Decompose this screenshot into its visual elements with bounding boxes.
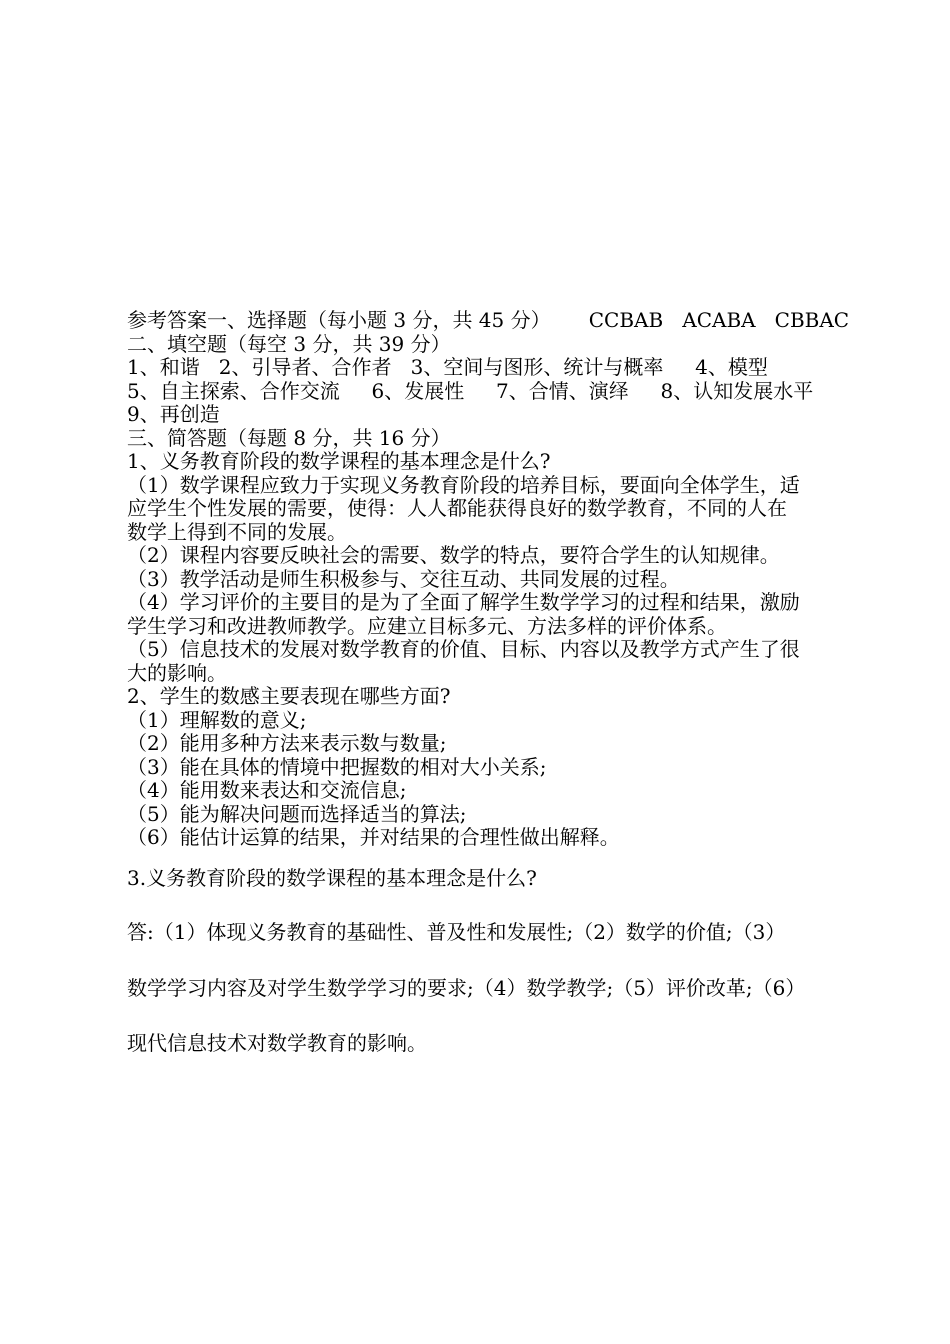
question-1-answer-line: 应学生个性发展的需要，使得：人人都能获得良好的数学教育，不同的人在 <box>127 496 787 520</box>
question-2-answer-line: （3）能在具体的情境中把握数的相对大小关系; <box>127 754 547 779</box>
question-1-answer-line: （5）信息技术的发展对数学教育的价值、目标、内容以及教学方式产生了很 <box>127 637 800 661</box>
question-2-answer-line: （2）能用多种方法来表示数与数量; <box>127 731 447 755</box>
question-3-answer-line: 现代信息技术对数学教育的影响。 <box>127 1030 427 1055</box>
question-1-answer-line: 学生学习和改进教师教学。应建立目标多元、方法多样的评价体系。 <box>127 613 727 638</box>
question-1-answer-line: （4）学习评价的主要目的是为了全面了解学生数学学习的过程和结果，激励 <box>127 590 800 614</box>
question-1: 1、义务教育阶段的数学课程的基本理念是什么? <box>127 449 551 473</box>
question-3: 3.义务教育阶段的数学课程的基本理念是什么? <box>127 865 537 890</box>
question-2-answer-line: （6）能估计运算的结果，并对结果的合理性做出解释。 <box>127 825 620 849</box>
answer-key-header: 参考答案一、选择题（每小题 3 分，共 45 分） CCBAB ACABA CBBAC <box>127 308 850 332</box>
answer-key-text <box>127 309 867 1055</box>
question-1-answer-line: （3）教学活动是师生积极参与、交往互动、共同发展的过程。 <box>127 566 680 591</box>
fill-blank-heading: 二、填空题（每空 3 分，共 39 分） <box>127 331 451 356</box>
question-3-answer-line: 答:（1）体现义务教育的基础性、普及性和发展性;（2）数学的价值;（3） <box>127 919 786 944</box>
question-3-answer-line: 数学学习内容及对学生数学学习的要求;（4）数学教学;（5）评价改革;（6） <box>127 975 806 1000</box>
question-1-answer-line: 大的影响。 <box>127 660 227 685</box>
question-2-answer-line: （1）理解数的意义; <box>127 707 307 732</box>
question-2-answer-line: （5）能为解决问题而选择适当的算法; <box>127 801 467 826</box>
question-2: 2、学生的数感主要表现在哪些方面? <box>127 684 451 708</box>
short-answer-heading: 三、简答题（每题 8 分，共 16 分） <box>127 425 451 450</box>
question-1-answer-line: 数学上得到不同的发展。 <box>127 519 347 544</box>
fill-blank-line: 1、和谐 2、引导者、合作者 3、空间与图形、统计与概率 4、模型 <box>127 355 768 379</box>
question-2-answer-line: （4）能用数来表达和交流信息; <box>127 778 407 802</box>
fill-blank-line: 5、自主探索、合作交流 6、发展性 7、合情、演绎 8、认知发展水平 <box>127 378 814 403</box>
fill-blank-line: 9、再创造 <box>127 402 220 426</box>
question-1-answer-line: （1）数学课程应致力于实现义务教育阶段的培养目标，要面向全体学生，适 <box>127 472 800 497</box>
question-1-answer-line: （2）课程内容要反映社会的需要、数学的特点，要符合学生的认知规律。 <box>127 543 780 567</box>
